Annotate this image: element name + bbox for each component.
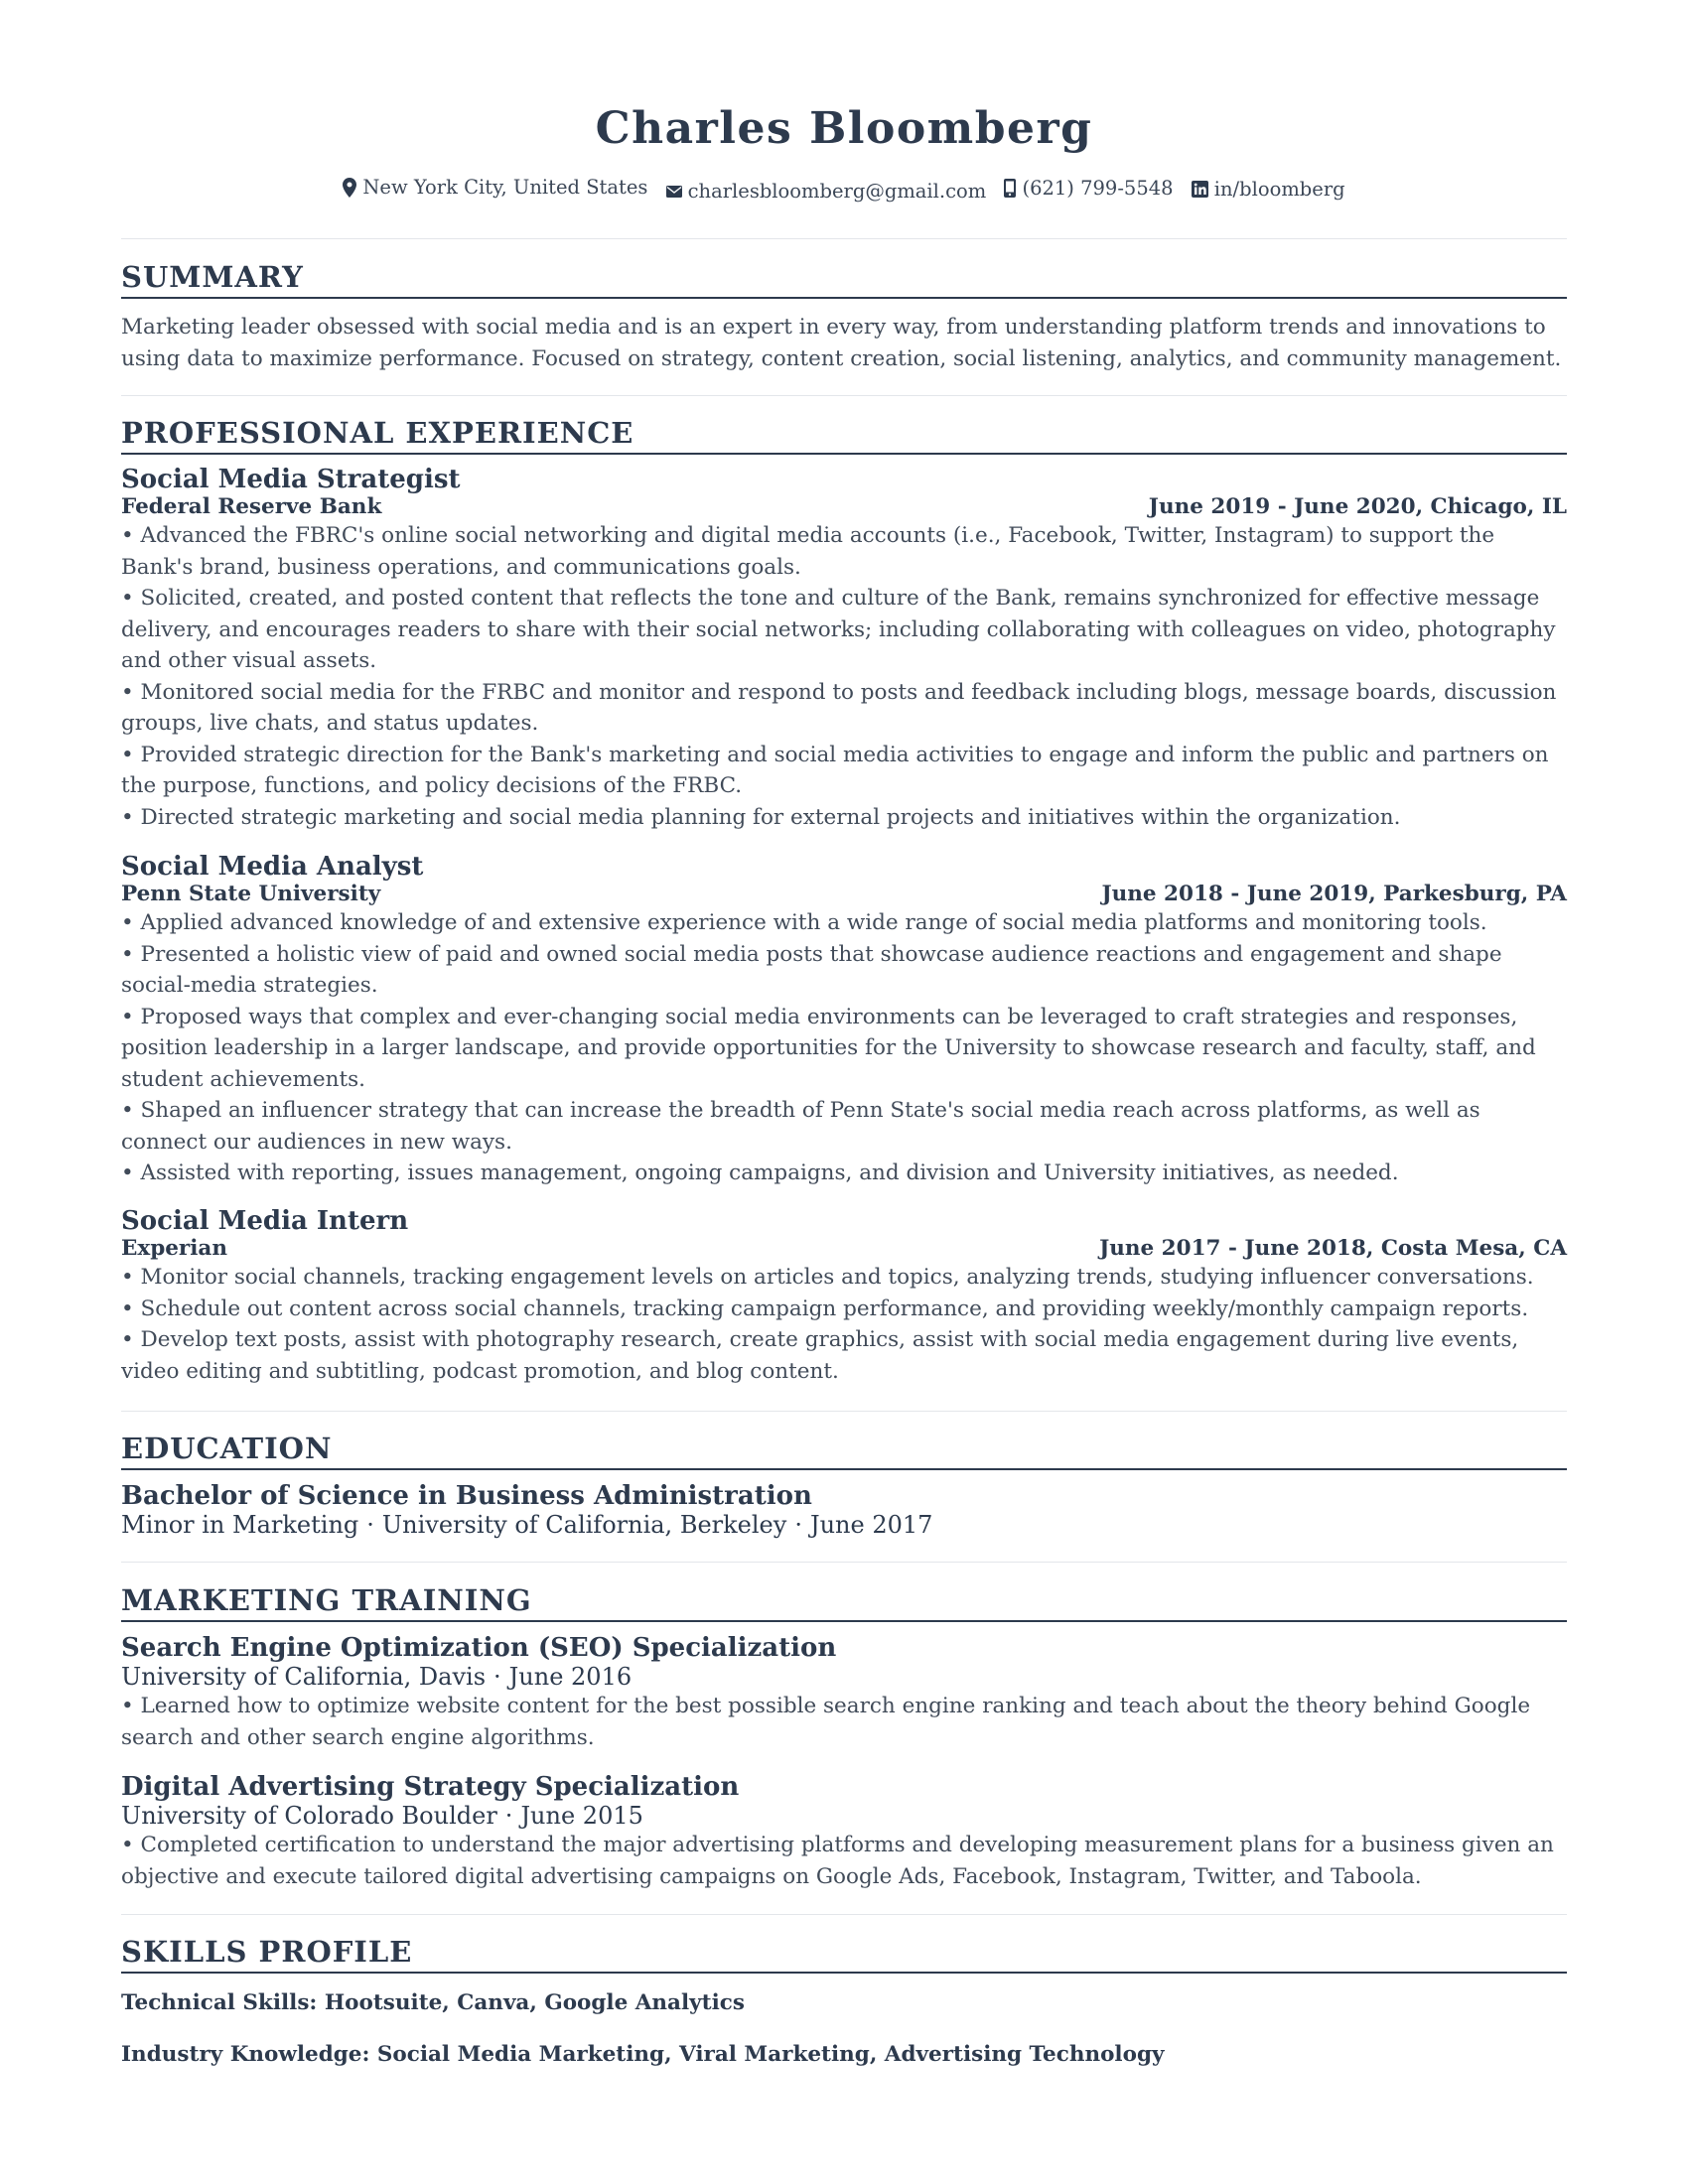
training-title: Search Engine Optimization (SEO) Specialization bbox=[121, 1633, 837, 1663]
training-bullet: • Learned how to optimize website content for the best possible search engine ranking and teach about the theory behind Google search and other search engine algorithms. bbox=[121, 1694, 1531, 1750]
job-bullet: • Schedule out content across social channels, tracking campaign performance, and providing weekly/monthly campaign reports. bbox=[121, 1296, 1529, 1321]
education-section bbox=[121, 1481, 1567, 1539]
job-subheader bbox=[121, 882, 1567, 907]
training-date: June 2015 bbox=[520, 1802, 643, 1830]
training-title: Digital Advertising Strategy Specialization bbox=[121, 1772, 740, 1802]
job-bullet: • Advanced the FBRC's online social networking and digital media accounts (i.e., Facebook, Twitter, Instagram) to support the Bank's brand, business operations, and communications goals. bbox=[121, 523, 1495, 580]
candidate-name: Charles Bloomberg bbox=[595, 103, 1093, 154]
training-entry bbox=[121, 1772, 1567, 1892]
training-meta: University of California, Davis · June 2016 bbox=[121, 1663, 633, 1691]
education-date: June 2017 bbox=[809, 1511, 933, 1539]
job-subheader bbox=[121, 1236, 1567, 1262]
training-entry bbox=[121, 1633, 1567, 1753]
contact-line bbox=[121, 176, 1567, 203]
training-date: June 2016 bbox=[508, 1663, 633, 1691]
job-company: Penn State University bbox=[121, 882, 381, 906]
divider bbox=[121, 1914, 1567, 1915]
email-text[interactable]: charlesbloomberg@gmail.com bbox=[687, 180, 987, 203]
job-bullet: • Applied advanced knowledge of and extensive experience with a wide range of social media platforms and monitoring tools. bbox=[121, 910, 1487, 935]
education-meta: Minor in Marketing · University of California, Berkeley · June 2017 bbox=[121, 1511, 933, 1539]
job-bullet: • Presented a holistic view of paid and owned social media posts that showcase audience reactions and engagement and shape social-media strategies. bbox=[121, 941, 1502, 998]
job-bullet: • Solicited, created, and posted content that reflects the tone and culture of the Bank, remains synchronized for effective message delivery, and encourages readers to share with their social networks; including collaborating with colleagues on video, photography and other visual assets. bbox=[121, 586, 1556, 673]
job-company: Experian bbox=[121, 1236, 227, 1261]
summary-text: Marketing leader obsessed with social media and is an expert in every way, from understanding platform trends and innovations to using data to maximize performance. Focused on strategy, content creation, social listening, analytics, and community management. bbox=[121, 315, 1562, 371]
training-school: University of California, Davis bbox=[121, 1663, 487, 1691]
job-title: Social Media Analyst bbox=[121, 852, 424, 882]
phone-item[interactable] bbox=[1004, 177, 1173, 200]
job-title: Social Media Intern bbox=[121, 1206, 409, 1236]
job-entry bbox=[121, 852, 1567, 1189]
degree-title: Bachelor of Science in Business Administration bbox=[121, 1481, 812, 1511]
skills-section bbox=[121, 1989, 1567, 2069]
training-meta: University of Colorado Boulder · June 2015 bbox=[121, 1802, 643, 1830]
education-minor: Minor in Marketing bbox=[121, 1511, 359, 1539]
job-company: Federal Reserve Bank bbox=[121, 494, 382, 519]
phone-icon bbox=[1004, 179, 1016, 198]
summary-section bbox=[121, 312, 1567, 374]
location-item bbox=[343, 176, 647, 199]
phone-text[interactable]: (621) 799-5548 bbox=[1022, 176, 1174, 200]
email-icon bbox=[666, 186, 682, 198]
training-heading: MARKETING TRAINING bbox=[121, 1582, 1567, 1622]
job-bullet: • Proposed ways that complex and ever-changing social media environments can be leveraged to craft strategies and responses, position leadership in a larger landscape, and provide opportunities for the University to showcase research and faculty, staff, and student achievements. bbox=[121, 1004, 1536, 1092]
job-title: Social Media Strategist bbox=[121, 465, 461, 494]
technical-skills: Technical Skills: Hootsuite, Canva, Google Analytics bbox=[121, 1990, 745, 2015]
education-school: University of California, Berkeley bbox=[381, 1511, 787, 1539]
job-bullet: • Shaped an influencer strategy that can increase the breadth of Penn State's social media reach across platforms, as well as connect our audiences in new ways. bbox=[121, 1098, 1480, 1155]
job-dates: June 2018 - June 2019, Parkesburg, PA bbox=[1101, 882, 1567, 906]
job-dates: June 2017 - June 2018, Costa Mesa, CA bbox=[1099, 1236, 1567, 1261]
divider bbox=[121, 1562, 1567, 1563]
industry-knowledge: Industry Knowledge: Social Media Marketing, Viral Marketing, Advertising Technology bbox=[121, 2042, 1165, 2067]
job-entry bbox=[121, 1206, 1567, 1387]
job-bullet: • Develop text posts, assist with photography research, create graphics, assist with social media engagement during live events, video editing and subtitling, podcast promotion, and blog content. bbox=[121, 1327, 1519, 1384]
job-bullet: • Assisted with reporting, issues management, ongoing campaigns, and division and University initiatives, as needed. bbox=[121, 1160, 1399, 1185]
job-entry bbox=[121, 465, 1567, 833]
job-dates: June 2019 - June 2020, Chicago, IL bbox=[1148, 494, 1567, 519]
job-subheader bbox=[121, 494, 1567, 520]
summary-heading: SUMMARY bbox=[121, 259, 1567, 299]
email-item[interactable] bbox=[666, 180, 987, 203]
skills-heading: SKILLS PROFILE bbox=[121, 1934, 1567, 1974]
experience-heading: PROFESSIONAL EXPERIENCE bbox=[121, 415, 1567, 455]
job-bullet: • Monitored social media for the FRBC and monitor and respond to posts and feedback including blogs, message boards, discussion groups, live chats, and status updates. bbox=[121, 679, 1557, 736]
job-bullet: • Provided strategic direction for the Bank's marketing and social media activities to engage and inform the public and partners on the purpose, functions, and policy decisions of the FRBC. bbox=[121, 742, 1549, 798]
linkedin-item[interactable] bbox=[1192, 178, 1345, 201]
training-school: University of Colorado Boulder bbox=[121, 1802, 497, 1830]
location-pin-icon bbox=[343, 178, 356, 198]
linkedin-text[interactable]: in/bloomberg bbox=[1213, 177, 1345, 201]
job-bullet: • Monitor social channels, tracking engagement levels on articles and topics, analyzing trends, studying influencer conversations. bbox=[121, 1265, 1534, 1290]
education-heading: EDUCATION bbox=[121, 1431, 1567, 1470]
divider bbox=[121, 238, 1567, 239]
job-bullet: • Directed strategic marketing and social media planning for external projects and initiatives within the organization. bbox=[121, 804, 1401, 830]
training-bullet: • Completed certification to understand the major advertising platforms and developing measurement plans for a business given an objective and execute tailored digital advertising campaigns on Google Ads, Facebook, Instagram, Twitter, and Taboola. bbox=[121, 1833, 1554, 1889]
divider bbox=[121, 1411, 1567, 1412]
linkedin-icon bbox=[1192, 181, 1208, 198]
divider bbox=[121, 395, 1567, 396]
location-text: New York City, United States bbox=[362, 176, 648, 199]
